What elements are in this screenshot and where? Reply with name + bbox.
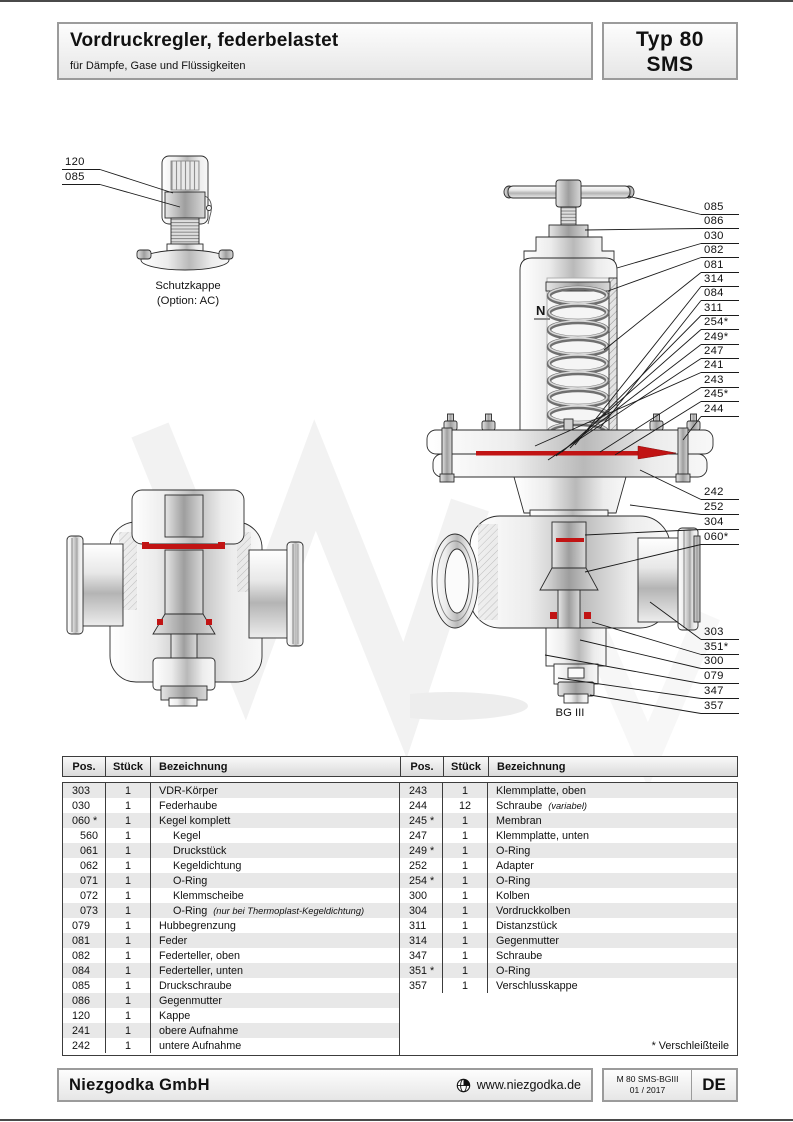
parts-table-body — [62, 782, 738, 1056]
part-callout-249: 249* — [701, 331, 739, 345]
table-filler — [400, 993, 737, 1055]
table-row: 060 * 1 Kegel komplett — [63, 813, 399, 828]
part-callout-314: 314 — [701, 273, 739, 287]
figure-schutzkappe — [135, 148, 250, 285]
table-row: 252 1 Adapter — [400, 858, 737, 873]
type-line-2: SMS — [646, 53, 694, 76]
wear-parts-footnote: * Verschleißteile — [651, 1040, 729, 1052]
table-row: 247 1 Klemmplatte, unten — [400, 828, 737, 843]
table-row: 073 1 O-Ring (nur bei Thermoplast-Kegeldichtung) — [63, 903, 399, 918]
table-header-right — [400, 757, 737, 776]
table-row: 079 1 Hubbegrenzung — [63, 918, 399, 933]
table-row: 314 1 Gegenmutter — [400, 933, 737, 948]
part-callout-085: 085 — [62, 171, 100, 185]
table-row: 242 1 untere Aufnahme — [63, 1038, 399, 1053]
part-callout-085: 085 — [701, 201, 739, 215]
table-row: 303 1 VDR-Körper — [63, 783, 399, 798]
parts-table-header — [62, 756, 738, 777]
part-callout-084: 084 — [701, 287, 739, 301]
page-subtitle: für Dämpfe, Gase und Flüssigkeiten — [70, 60, 246, 72]
parts-list-left — [63, 783, 400, 1055]
part-callout-347: 347 — [701, 685, 739, 699]
part-callout-300: 300 — [701, 655, 739, 669]
page-title: Vordruckregler, federbelastet — [70, 30, 339, 51]
website-link[interactable]: www.niezgodka.de — [476, 1078, 581, 1092]
table-row: 030 1 Federhaube — [63, 798, 399, 813]
part-callout-120: 120 — [62, 156, 100, 170]
table-row: 245 * 1 Membran — [400, 813, 737, 828]
table-row: 062 1 Kegeldichtung — [63, 858, 399, 873]
table-header-left — [63, 757, 400, 776]
table-row: 560 1 Kegel — [63, 828, 399, 843]
footer-company-box — [57, 1068, 593, 1102]
col-header-stueck: Stück — [444, 757, 489, 776]
part-callout-081: 081 — [701, 259, 739, 273]
part-callout-247: 247 — [701, 345, 739, 359]
table-row: 071 1 O-Ring — [63, 873, 399, 888]
table-row: 254 * 1 O-Ring — [400, 873, 737, 888]
table-row: 311 1 Distanzstück — [400, 918, 737, 933]
table-row: 249 * 1 O-Ring — [400, 843, 737, 858]
company-name: Niezgodka GmbH — [69, 1075, 210, 1094]
part-callout-252: 252 — [701, 501, 739, 515]
col-header-bezeichnung: Bezeichnung — [497, 760, 566, 773]
type-line-1: Typ 80 — [636, 28, 704, 51]
schutzkappe-caption-line2: (Option: AC) — [156, 294, 220, 307]
doc-date: 01 / 2017 — [629, 1085, 666, 1095]
schutzkappe-caption-line1: Schutzkappe — [155, 280, 221, 292]
table-row: 085 1 Druckschraube — [63, 978, 399, 993]
figure-main-regulator — [410, 178, 720, 728]
part-callout-244: 244 — [701, 403, 739, 417]
table-row: 357 1 Verschlusskappe — [400, 978, 737, 993]
part-callout-086: 086 — [701, 215, 739, 229]
table-row: 072 1 Klemmscheibe — [63, 888, 399, 903]
footer-doc-box — [602, 1068, 738, 1102]
part-callout-254: 254* — [701, 316, 739, 330]
part-callout-030: 030 — [701, 230, 739, 244]
parts-list-right — [400, 783, 737, 1055]
table-row: 082 1 Federteller, oben — [63, 948, 399, 963]
title-box — [57, 22, 593, 80]
part-callout-243: 243 — [701, 374, 739, 388]
col-header-pos: Pos. — [63, 757, 106, 776]
figure-valve-body-section — [65, 482, 340, 722]
table-row: 351 * 1 O-Ring — [400, 963, 737, 978]
page-top-rule — [0, 0, 793, 2]
table-row: 086 1 Gegenmutter — [63, 993, 399, 1008]
part-callout-241: 241 — [701, 359, 739, 373]
part-callout-079: 079 — [701, 670, 739, 684]
part-callout-311: 311 — [701, 302, 739, 316]
table-row: 084 1 Federteller, unten — [63, 963, 399, 978]
schutzkappe-caption — [126, 279, 250, 308]
table-row: 243 1 Klemmplatte, oben — [400, 783, 737, 798]
doc-code: M 80 SMS-BGIII — [616, 1074, 679, 1084]
table-row: 061 1 Druckstück — [63, 843, 399, 858]
part-callout-303: 303 — [701, 626, 739, 640]
col-header-stueck: Stück — [106, 757, 151, 776]
part-callout-304: 304 — [701, 516, 739, 530]
part-callout-357: 357 — [701, 700, 739, 714]
table-row: 347 1 Schraube — [400, 948, 737, 963]
page-bottom-rule — [0, 1119, 793, 1121]
table-row: 304 1 Vordruckkolben — [400, 903, 737, 918]
part-callout-060: 060* — [701, 531, 739, 545]
col-header-bezeichnung: Bezeichnung — [159, 760, 228, 773]
part-callout-242: 242 — [701, 486, 739, 500]
part-callout-351: 351* — [701, 641, 739, 655]
main-figure-caption: BG III — [555, 707, 585, 719]
globe-icon — [456, 1078, 471, 1093]
table-row: 241 1 obere Aufnahme — [63, 1023, 399, 1038]
part-callout-082: 082 — [701, 244, 739, 258]
table-row: 244 12 Schraube (variabel) — [400, 798, 737, 813]
table-row: 081 1 Feder — [63, 933, 399, 948]
table-row: 120 1 Kappe — [63, 1008, 399, 1023]
language-code: DE — [691, 1070, 736, 1100]
table-row: 300 1 Kolben — [400, 888, 737, 903]
part-callout-245: 245* — [701, 388, 739, 402]
type-box — [602, 22, 738, 80]
housing-logo-letter: N — [536, 303, 546, 318]
col-header-pos: Pos. — [401, 757, 444, 776]
